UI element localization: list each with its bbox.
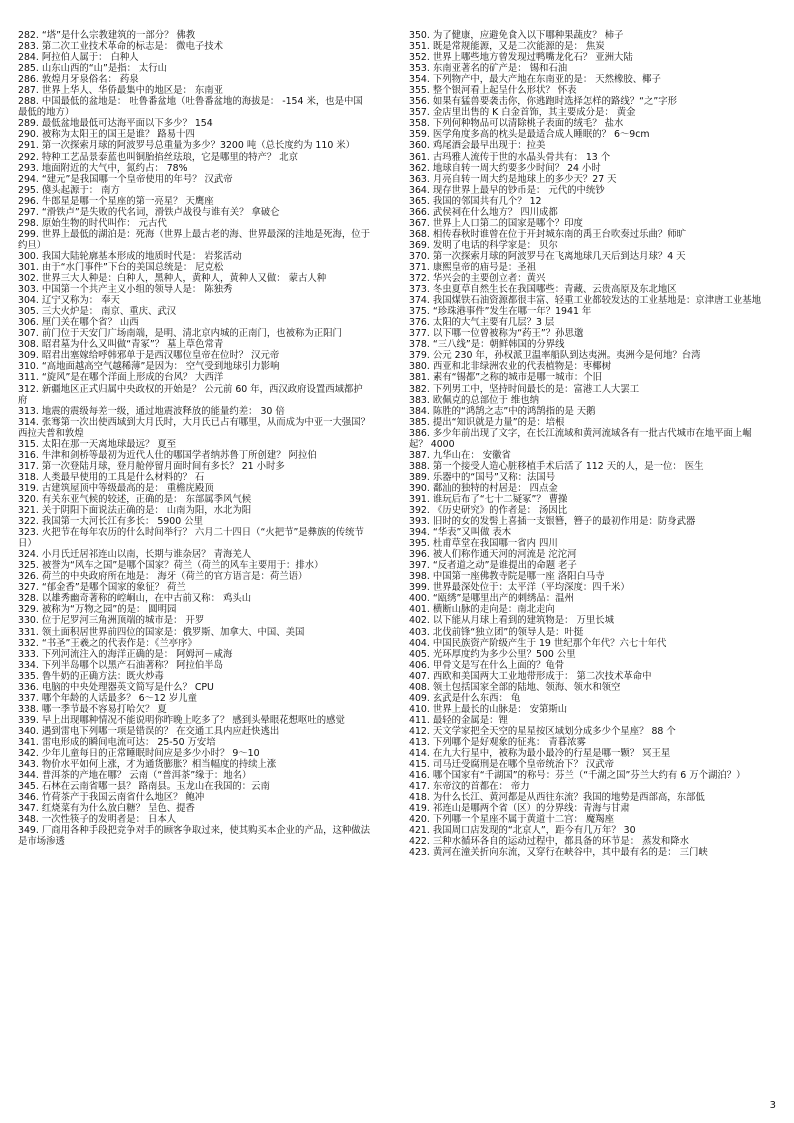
question-item: 409. 玄武是什么东西： 龟: [409, 692, 521, 704]
question-item: 302. 世界三大人种是：白种人，黑种人，黄种人，黄种人又做： 蒙古人种: [18, 273, 327, 285]
question-item: 354. 下列物产中，最大产地在东南亚的是： 天然橡胶、椰子: [409, 74, 661, 86]
question-item: 296. 牛郎星是哪一个星座的第一亮星？ 天鹰座: [18, 195, 214, 207]
question-item: 346. 竹荷茶产于我国云南省什么地区？ 鲍冲: [18, 792, 205, 804]
question-item: 351. 既是常规能源，又是二次能源的是： 焦炭: [409, 41, 605, 53]
question-item: 420. 下列哪一个星座不属于黄道十二宫： 魔羯座: [409, 814, 614, 826]
question-item: 299. 世界上最低的湖泊是：死海（世界上最古老的海、世界最深的洼地是死海，位于约旦）: [18, 228, 370, 251]
question-item: 377. 以下哪一位曾被称为“药王”？孙思邈: [409, 328, 584, 340]
question-item: 389. 乐器中的“国号”又称：法国号: [409, 471, 556, 483]
question-item: 408. 领土包括国家全部的陆地、领海、领水和领空: [409, 681, 621, 693]
question-item: 307. 前门位于天安门广场南端，是明、清北京内城的正南门，也被称为正阳门: [18, 328, 342, 340]
question-item: 311. “旋风”是在哪个洋面上形成的台风？ 大西洋: [18, 372, 224, 384]
question-item: 353. 东南亚著名的矿产是： 锡和石油: [409, 63, 568, 75]
question-item: 418. 为什么长江、黄河都是从西往东流？我国的地势是西部高，东部低: [409, 792, 705, 804]
question-item: 372. 华兴会的主要创立者：黄兴: [409, 273, 546, 285]
question-item: 306. 厘门关在哪个省？ 山西: [18, 317, 139, 329]
question-item: 339. 早上出现哪种情况不能说明你昨晚上吃多了？ 感到头晕眼花想呕吐的感觉: [18, 714, 345, 726]
question-item: 352. 世界上哪些地方曾发现过鸭嘴龙化石？ 亚洲大陆: [409, 52, 633, 64]
question-item: 362. 地球自转一周大约要多少时间？ 24 小时: [409, 162, 601, 174]
question-item: 332. “书圣”王羲之的代表作是：《兰亭序》: [18, 637, 197, 649]
question-item: 410. 世界上最长的山脉是： 安第斯山: [409, 703, 568, 715]
question-item: 314. 张骞第一次出使西域到大月氏时，大月氏已占有哪里，从而成为中亚一大强国？西拉夫普和敦煌: [18, 416, 370, 439]
question-item: 294. “建元”是我国哪一个皇帝使用的年号？ 汉武帝: [18, 173, 233, 185]
question-item: 325. 被誉为“风车之国”是哪个国家？荷兰（荷兰的风车主要用于：排水）: [18, 560, 324, 572]
question-item: 360. 鸡尾酒会最早出现于：拉美: [409, 140, 546, 152]
question-item: 344. 普洱茶的产地在哪？ 云南（“普洱茶”缘于：地名）: [18, 770, 252, 782]
question-item: 349. 厂商用各种手段把竞争对手的顾客争取过来，使其购买本企业的产品，这种做法是市场渗透: [18, 825, 370, 848]
question-item: 310. “高地面越高空气越稀薄”是因为： 空气受到地球引力影响: [18, 361, 280, 373]
question-item: 376. 太阳的大气主要有几层？3 层: [409, 317, 555, 329]
question-item: 411. 最轻的金属是：锂: [409, 714, 508, 726]
question-item: 380. 西亚和北非绿洲农业的代表植物是：枣椰树: [409, 361, 611, 373]
question-item: 393. 旧时的女的发髻上喜插一支银簪，簪子的最初作用是：防身武器: [409, 516, 696, 528]
question-item: 369. 发明了电话的科学家是： 贝尔: [409, 239, 558, 251]
question-item: 323. 火把节在每年农历的什么时间举行？ 六月二十四日（“火把节”是彝族的传统节日）: [18, 527, 364, 550]
question-item: 384. 陈胜的“鸿鹄之志”中的鸿鹄指的是 天鹅: [409, 405, 596, 417]
question-item: 391. 谁玩后布了“七十二疑冢”？ 曹操: [409, 493, 568, 505]
question-item: 382. 下列男工中，坚持时间最长的是：富港工人大罢工: [409, 383, 640, 395]
question-item: 397. “反者道之动”是谁提出的命题 老子: [409, 560, 577, 572]
question-item: 390. 鄱汕的独特的村居是： 四点金: [409, 482, 558, 494]
question-item: 367. 世界上人口第二的国家是哪个？印度: [409, 217, 583, 229]
question-item: 289. 最低盆地最低可达海平面以下多少？ 154: [18, 118, 213, 130]
question-item: 416. 哪个国家有“千湖国”的称号：芬兰（“千湖之国”芬兰大约有 6 万个湖泊？）: [409, 770, 746, 782]
question-item: 292. 特种工艺品景泰蓝也叫铜胎掐丝珐琅，它是哪里的特产？ 北京: [18, 151, 298, 163]
question-item: 381. 素有“锡都”之称的城市是哪一城市：个旧: [409, 372, 602, 384]
question-item: 421. 我国周口店发现的“北京人”，距今有几万年？ 30: [409, 825, 636, 837]
question-item: 318. 人类最早使用的工具是什么材料的？ 石: [18, 471, 205, 483]
question-item: 305. 三大火炉是： 南京、重庆、武汉: [18, 306, 177, 318]
question-item: 336. 电脑的中央处理器英文简写是什么？ CPU: [18, 681, 214, 693]
question-item: 348. 一次性筷子的发明者是： 日本人: [18, 814, 177, 826]
question-item: 341. 雷电形成的瞬间电流可达： 25-50 万安培: [18, 737, 216, 748]
question-item: 402. 以下能从月球上看到的建筑物是： 万里长城: [409, 615, 614, 627]
question-item: 284. 阿拉伯人属于： 白种人: [18, 52, 139, 64]
question-item: 337. 哪个年龄的人话最多？ 6～12 岁儿童: [18, 692, 197, 704]
question-item: 350. 为了健康，应避免食入以下哪种果蔬皮？ 柿子: [409, 30, 624, 41]
question-item: 414. 在九大行星中，被称为最小最冷的行星是哪一颗？ 冥王星: [409, 748, 671, 760]
question-item: 406. 甲骨文是写在什么上面的？龟骨: [409, 659, 565, 671]
question-item: 415. 司马迁受腐刑是在哪个皇帝统治下？ 汉武帝: [409, 759, 614, 771]
question-item: 340. 遇到雷电下列哪一项是错误的？ 在交通工具内应赶快逃出: [18, 725, 280, 737]
question-item: 378. “三八线”是：朝鲜韩国的分界线: [409, 339, 565, 351]
question-item: 303. 中国第一个共产主义小组的领导人是： 陈独秀: [18, 284, 233, 296]
question-item: 422. 三种水循环各自的运动过程中，都具备的环节是： 蒸发和降水: [409, 836, 689, 848]
question-item: 313. 地震的震级每差一级，通过地震波释放的能量约差： 30 倍: [18, 405, 285, 417]
question-item: 300. 我国大陆轮廓基本形成的地质时代是： 岩浆活动: [18, 250, 242, 262]
question-item: 320. 有关东亚气候的较述，正确的是： 东部属季风气候: [18, 493, 252, 505]
question-item: 298. 原始生物的时代叫作： 元古代: [18, 217, 167, 229]
question-item: 358. 下列何种物品可以清除桃子表面的绒毛？ 盐水: [409, 118, 624, 130]
question-item: 293. 地面附近的大气中，氮约占： 78%: [18, 162, 188, 174]
question-item: 288. 中国最低的盆地是： 吐鲁番盆地（吐鲁番盆地的海拔是： -154 米，也是中国最低的地方）: [18, 96, 363, 119]
question-item: 404. 中国民族资产阶级产生于 19 世纪那个年代？六七十年代: [409, 637, 667, 649]
question-item: 392. 《历史研究》的作者是： 汤因比: [409, 505, 568, 517]
question-item: 282. “塔”是什么宗教建筑的一部分？ 佛教: [18, 30, 196, 41]
question-item: 316. 牛津和剑桥等最初为近代人仕的哪国学者纳苏鲁丁所创建？ 阿拉伯: [18, 449, 317, 461]
question-item: 317. 第一次登陆月球，登月舱停留月面时间有多长？ 21 小时多: [18, 460, 285, 472]
question-item: 412. 天文学家把全天空的星星按区域划分成多少个星座？ 88 个: [409, 725, 676, 737]
question-item: 396. 被人们称作通天河的河流是 沱沱河: [409, 549, 577, 561]
question-item: 347. 红烧菜有为什么放白糖？ 呈色、提香: [18, 803, 195, 815]
question-item: 333. 下列河流注入的海洋正确的是： 阿姆河－咸海: [18, 648, 233, 660]
question-item: 291. 第一次探索月球的阿波罗号总重量为多少？3200 吨（总长度约为 110 米）: [18, 140, 356, 152]
question-item: 285. 山东山西的“山”是指： 太行山: [18, 63, 168, 75]
question-item: 356. 如果有猛兽要袭击你，你逃跑时选择怎样的路线？“之”字形: [409, 96, 677, 108]
question-item: 405. 光环厚度约为多少公里？500 公里: [409, 648, 576, 660]
question-item: 334. 下列半岛哪个以黑产石油著称？ 阿拉伯半岛: [18, 659, 223, 671]
question-item: 366. 武侯祠在什么地方？ 四川成都: [409, 206, 558, 218]
question-item: 373. 冬虫夏草自然生长在我国哪些：青藏、云贵高原及东北地区: [409, 284, 677, 296]
question-item: 343. 物价水平如何上涨，才为通货膨胀？相当幅度的持续上涨: [18, 759, 277, 771]
question-item: 407. 西欧和美国两大工业地带形成于： 第二次技术革命中: [409, 670, 652, 682]
question-item: 326. 荷兰的中央政府所在地是： 海牙（荷兰的官方语言是：荷兰语）: [18, 571, 308, 583]
page-number: 3: [769, 1100, 776, 1111]
question-item: 327. “郁金香”是哪个国家的象征？ 荷兰: [18, 582, 186, 594]
left-column: [18, 30, 370, 847]
question-item: 309. 昭君出塞嫁给呼韩邪单于是西汉哪位皇帝在位时？ 汉元帝: [18, 350, 280, 362]
question-item: 375. “珍珠港事件”发生在哪一年？1941 年: [409, 306, 592, 318]
question-item: 308. 昭君墓为什么又叫做“青冢”？ 墓上草色常青: [18, 339, 224, 351]
question-item: 385. 提出“知识就是力量”的是：培根: [409, 416, 565, 428]
question-item: 365. 我国的邻国共有几个？ 12: [409, 195, 542, 207]
question-item: 371. 康熙皇帝的庙号是：圣祖: [409, 261, 536, 273]
right-column: [409, 30, 761, 859]
question-item: 331. 领土面积居世界前四位的国家是：俄罗斯、加拿大、中国、美国: [18, 626, 305, 638]
question-item: 322. 我国第一大河长江有多长： 5900 公里: [18, 516, 203, 528]
question-item: 345. 石林在云南省哪一县？ 路南县。玉龙山在我国的：云南: [18, 781, 270, 793]
question-item: 287. 世界上华人、华侨最集中的地区是： 东南亚: [18, 85, 223, 97]
question-item: 283. 第二次工业技术革命的标志是： 微电子技术: [18, 41, 223, 53]
question-item: 417. 东帝汶的首都在： 帝力: [409, 781, 530, 793]
question-item: 290. 被称为太阳王的国王是谁？ 路易十四: [18, 129, 195, 141]
question-item: 301. 由于“水门事件”下台的美国总统是： 尼克松: [18, 261, 224, 273]
question-item: 330. 位于尼罗河三角洲顶端的城市是： 开罗: [18, 615, 205, 627]
question-item: 368. 相传春秋时谁曾在位于开封城东南的禹王台吹奏过乐曲？师旷: [409, 228, 686, 240]
question-item: 361. 古玛雅人流传于世的水晶头骨共有： 13 个: [409, 151, 611, 163]
question-item: 319. 古建筑屋顶中等级最高的是： 重檐庑殿顶: [18, 482, 214, 494]
question-item: 419. 祁连山是哪两个省（区）的分界线：青海与甘肃: [409, 803, 630, 815]
question-item: 401. 横断山脉的走向是：南北走向: [409, 604, 555, 616]
question-item: 295. 傻头起源于： 南方: [18, 184, 120, 196]
question-item: 374. 我国煤铁石油资源都很丰富、轻重工业都较发达的工业基地是：京津唐工业基地: [409, 295, 761, 307]
question-item: 387. 九华山在： 安徽省: [409, 449, 511, 461]
question-item: 355. 整个银河看上起呈什么形状？ 怀表: [409, 85, 577, 97]
question-item: 359. 医学角度多高的枕头是最适合成人睡眠的？ 6～9cm: [409, 129, 650, 141]
question-item: 386. 多少年前出现了文字，在长江流域和黄河流域各有一批古代城市在地平面上崛起？ 4000: [409, 427, 752, 450]
question-item: 383. 欧佩克的总部位于 维也纳: [409, 394, 539, 406]
question-item: 394. “华表”又叫做 表木: [409, 527, 512, 539]
question-item: 364. 现存世界上最早的钞币是： 元代的中统钞: [409, 184, 605, 196]
question-item: 398. 中国第一座佛教寺院是哪一座 洛阳白马寺: [409, 571, 605, 583]
question-item: 304. 辽宁又称为： 奉天: [18, 295, 120, 307]
question-item: 335. 鲁牛奶的正确方法：既火炒毒: [18, 670, 164, 682]
question-item: 342. 少年儿童每日的正常睡眠时间应是多少小时？ 9～10: [18, 748, 260, 760]
question-item: 370. 第一次探索月球的阿波罗号在飞离地球几天后到达月球？4 天: [409, 250, 686, 262]
question-item: 399. 世界最深处位于：太平洋（平均深度：四千米）: [409, 582, 630, 594]
question-item: 338. 哪一季节最不容易打哈欠？ 夏: [18, 703, 167, 715]
question-item: 315. 太阳在那一天离地球最远？ 夏至: [18, 438, 177, 450]
question-item: 395. 杜甫草堂在我国哪一省内 四川: [409, 538, 558, 550]
question-item: 388. 第一个接受人造心脏移植手术后活了 112 天的人，是一位： 医生: [409, 460, 704, 472]
question-item: 286. 敦煌月牙泉俗名： 药泉: [18, 74, 139, 86]
question-item: 297. “滑铁卢”是失败的代名词，滑铁卢战役与谁有关？ 拿破仑: [18, 206, 280, 218]
question-item: 328. 以雄秀幽奇著称的崆峒山，在中古前又称： 鸡头山: [18, 593, 252, 605]
question-item: 413. 下列哪个是好观象的征兆： 青暮浓雾: [409, 737, 586, 748]
question-item: 324. 小月氏迁居祁连山以南，长期与谁杂居？ 青海羌人: [18, 549, 252, 561]
question-item: 423. 黄河在潼关折向东流，又穿行在峡谷中，其中最有名的是： 三门峡: [409, 847, 708, 859]
question-item: 321. 关于阴阳下面说法正确的是： 山南为阳，水北为阳: [18, 505, 252, 517]
question-item: 403. 北伐前锋“独立团”的领导人是：叶挺: [409, 626, 584, 638]
question-item: 312. 新疆地区正式归属中央政权的开始是？ 公元前 60 年，西汉政府设置西域都护府: [18, 383, 363, 406]
question-item: 363. 月亮自转一周大约是地球上的多少天？27 天: [409, 173, 617, 185]
question-item: 379. 公元 230 年，孙权派卫温率船队到达夷洲。夷洲今是何地？台湾: [409, 350, 701, 362]
question-item: 400. “瓯绣”是哪里出产的刺绣品：温州: [409, 593, 574, 605]
question-item: 357. 金店里出售的 K 白金首饰，其主要成分是： 黄金: [409, 107, 636, 119]
question-item: 329. 被称为“万物之园”的是： 圆明园: [18, 604, 177, 616]
